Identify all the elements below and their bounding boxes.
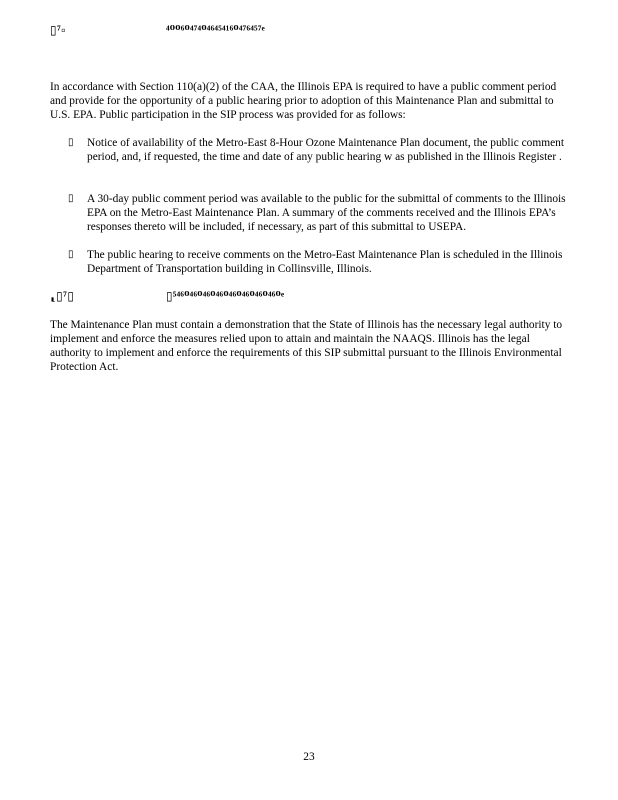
section-number: ⸤▯⁷▯ <box>50 289 75 303</box>
section-number: ▯⁷▫ <box>50 23 66 37</box>
page-number: 23 <box>303 751 315 763</box>
bullet-icon: ▯ <box>68 193 74 204</box>
list-item-text: The public hearing to receive comments on the Metro-East Maintenance Plan is scheduled in the Illinois Department of Transportation building in Collinsville, Illinois. <box>87 249 563 275</box>
section-heading-public-participation <box>50 22 570 38</box>
section-paragraph: In accordance with Section 110(a)(2) of the CAA, the Illinois EPA is required to have a public comment period and provide for the opportunity of a public hearing prior to adoption of this Maintenance Plan and submittal to U.S. EPA. Public participation in the SIP process was provided for as follows: <box>50 81 557 121</box>
section-title: ▯⁵⁴⁶⁰⁴⁶⁰⁴⁶⁰⁴⁶⁰⁴⁶⁰⁴⁶⁰⁴⁶⁰⁴⁶⁰ᵉ <box>166 289 285 303</box>
section-paragraph: The Maintenance Plan must contain a demonstration that the State of Illinois has the necessary legal authority to implement and enforce the measures relied upon to attain and maintain the NAAQS. Illinois has the legal authority to implement and enforce the requirements of this SIP submittal pursuant to the Illinois Environmental Protection Act. <box>50 319 563 373</box>
bullet-icon: ▯ <box>68 249 74 260</box>
section-title: ⁴⁰⁰⁶⁰⁴⁷⁴⁰⁴⁶⁴⁵⁴¹⁶⁰⁴⁷⁶⁴⁵⁷ᵉ <box>166 23 265 37</box>
list-item-text: A 30-day public comment period was available to the public for the submittal of comments to the Illinois EPA on the Metro-East Maintenance Plan. A summary of the comments received and the Illinois EPA’s responses thereto will be included, if necessary, as part of this submittal to USEPA. <box>87 193 566 233</box>
list-item-text: Notice of availability of the Metro-East 8-Hour Ozone Maintenance Plan document, the public comment period, and, if requested, the time and date of any public hearing w as published in the Illinois Register . <box>87 137 564 163</box>
bullet-icon: ▯ <box>68 137 74 148</box>
section-heading-legal-authority <box>50 288 570 304</box>
